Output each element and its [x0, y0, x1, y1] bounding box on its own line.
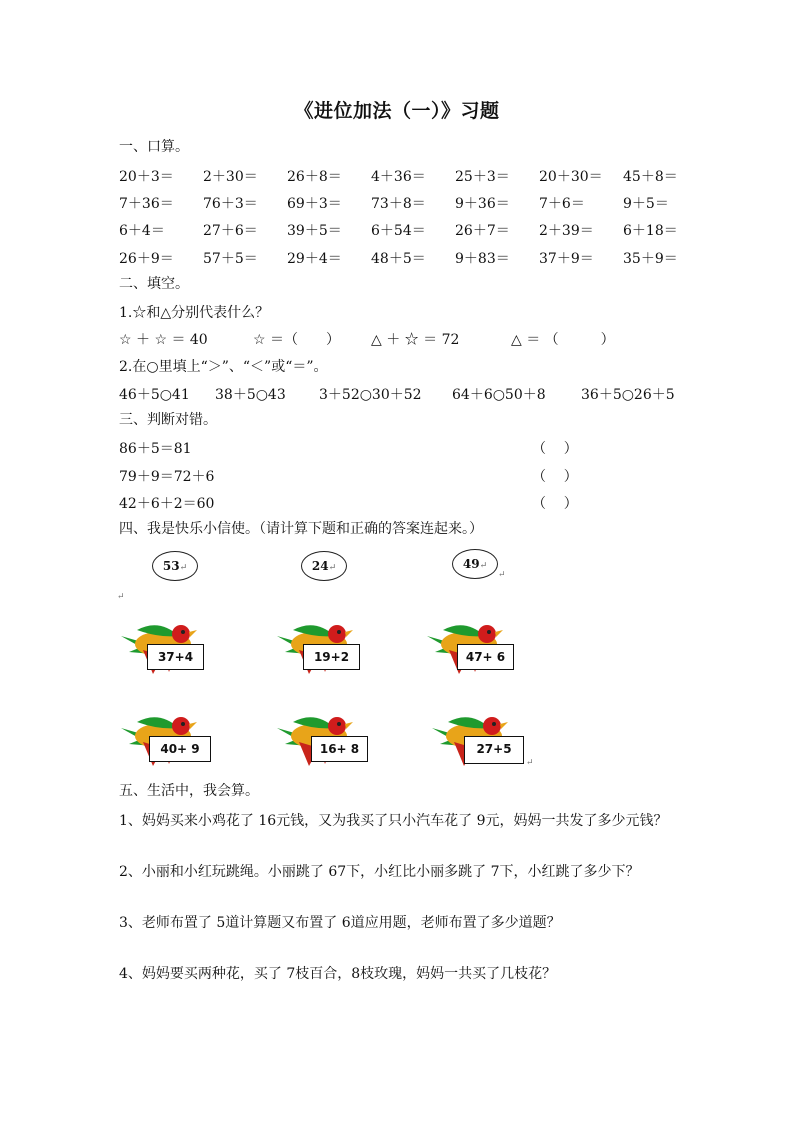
calc-item: 25＋3＝ [455, 169, 510, 185]
calc-item: 7＋6＝ [539, 196, 585, 212]
word-problem: 4、妈妈要买两种花，买了 7枝百合，8枝玫瑰，妈妈一共买了几枝花？ [119, 966, 557, 982]
calc-item: 20＋3＝ [119, 169, 174, 185]
calc-item: 9＋36＝ [455, 196, 510, 212]
section2-heading: 二、填空。 [119, 276, 189, 292]
answer-value: 53 [162, 559, 180, 573]
problem-card[interactable]: 16+ 8 [311, 736, 368, 762]
compare-item: 36＋5○26＋5 [581, 387, 675, 403]
calc-item: 4＋36＝ [371, 169, 426, 185]
fill-question-2: 2.在○里填上“＞”、“＜”或“＝”。 [119, 359, 328, 375]
calc-item: 2＋39＝ [539, 223, 594, 239]
calc-item: 9＋5＝ [623, 196, 669, 212]
messenger-bird [425, 614, 547, 680]
symbol-answer: ☆ ＝（ ） [253, 332, 341, 348]
calc-item: 73＋8＝ [371, 196, 426, 212]
calc-item: 6＋4＝ [119, 223, 165, 239]
calc-item: 6＋18＝ [623, 223, 678, 239]
calc-item: 26＋9＝ [119, 251, 174, 267]
calc-item: 9＋83＝ [455, 251, 510, 267]
calc-item: 69＋3＝ [287, 196, 342, 212]
compare-item: 64＋6○50＋8 [452, 387, 546, 403]
messenger-bird [430, 706, 552, 772]
messenger-bird [275, 614, 397, 680]
section3-heading: 三、判断对错。 [119, 412, 217, 428]
judge-answer-blank[interactable]: （ ） [532, 441, 578, 457]
section5-heading: 五、生活中，我会算。 [119, 783, 259, 799]
calc-item: 45＋8＝ [623, 169, 678, 185]
calc-item: 57＋5＝ [203, 251, 258, 267]
problem-card[interactable]: 40+ 9 [149, 736, 211, 762]
calc-item: 2＋30＝ [203, 169, 258, 185]
messenger-bird [275, 706, 397, 772]
answer-oval[interactable] [152, 551, 198, 581]
compare-item: 46＋5○41 [119, 387, 190, 403]
return-mark: ↵ [479, 561, 488, 571]
calc-item: 26＋7＝ [455, 223, 510, 239]
calc-item: 26＋8＝ [287, 169, 342, 185]
answer-oval[interactable] [452, 549, 498, 579]
calc-item: 35＋9＝ [623, 251, 678, 267]
return-mark: ↵ [328, 563, 337, 573]
calc-item: 6＋54＝ [371, 223, 426, 239]
calc-item: 37＋9＝ [539, 251, 594, 267]
calc-item: 48＋5＝ [371, 251, 426, 267]
word-problem: 1、妈妈买来小鸡花了 16元钱，又为我买了只小汽车花了 9元，妈妈一共发了多少元钱？ [119, 813, 668, 829]
problem-card[interactable]: 19+2 [303, 644, 360, 670]
symbol-equation: ☆ ＋ ☆ ＝ 40 [119, 332, 208, 348]
section1-heading: 一、口算。 [119, 139, 189, 155]
calc-item: 29＋4＝ [287, 251, 342, 267]
return-mark: ↵ [179, 563, 188, 573]
problem-card[interactable]: 27+5 [464, 736, 524, 764]
judge-answer-blank[interactable]: （ ） [532, 469, 578, 485]
page-title: 《进位加法（一）》习题 [294, 100, 500, 122]
answer-value: 49 [462, 557, 480, 571]
calc-item: 20＋30＝ [539, 169, 603, 185]
fill-question-1: 1.☆和△分别代表什么？ [119, 305, 270, 321]
judge-expression: 79＋9＝72＋6 [119, 469, 215, 485]
return-mark: ↵ [526, 758, 534, 768]
answer-oval[interactable] [301, 551, 347, 581]
problem-card[interactable]: 37+4 [147, 644, 204, 670]
symbol-equation: △ ＋ ☆ ＝ 72 [371, 332, 460, 348]
return-mark: ↵ [498, 570, 506, 580]
messenger-bird [119, 614, 241, 680]
calc-item: 76＋3＝ [203, 196, 258, 212]
judge-answer-blank[interactable]: （ ） [532, 496, 578, 512]
problem-card[interactable]: 47+ 6 [457, 644, 514, 670]
messenger-bird [119, 706, 241, 772]
judge-expression: 42＋6＋2＝60 [119, 496, 215, 512]
compare-item: 3＋52○30＋52 [319, 387, 422, 403]
section4-heading: 四、我是快乐小信使。（请计算下题和正确的答案连起来。） [119, 521, 483, 537]
return-mark: ↵ [117, 592, 125, 602]
calc-item: 27＋6＝ [203, 223, 258, 239]
symbol-answer: △ ＝ （ ） [511, 332, 615, 348]
calc-item: 7＋36＝ [119, 196, 174, 212]
word-problem: 2、小丽和小红玩跳绳。小丽跳了 67下，小红比小丽多跳了 7下，小红跳了多少下？ [119, 864, 640, 880]
calc-item: 39＋5＝ [287, 223, 342, 239]
compare-item: 38＋5○43 [215, 387, 286, 403]
judge-expression: 86＋5＝81 [119, 441, 192, 457]
word-problem: 3、老师布置了 5道计算题又布置了 6道应用题，老师布置了多少道题？ [119, 915, 561, 931]
answer-value: 24 [311, 559, 329, 573]
